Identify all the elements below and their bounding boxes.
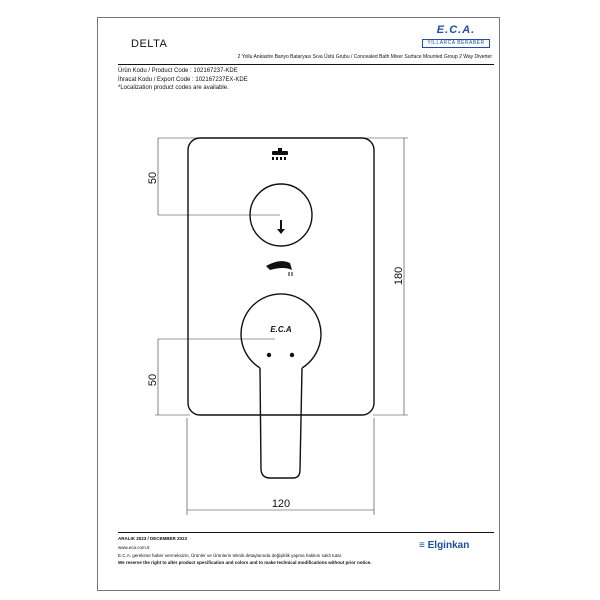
product-description: 2 Yollu Ankastre Banyo Bataryası Sıva Üstü Grubu / Concealed Bath Mixer Surface Mounted Group 2 Way Diverter <box>237 54 492 60</box>
shower-icon <box>272 148 288 160</box>
bath-spout-icon <box>266 261 292 276</box>
dim-top-label: 50 <box>147 171 159 185</box>
elginkan-text: Elginkan <box>427 540 470 551</box>
export-code: İhracat Kodu / Export Code : 102167237EX-KDE <box>118 77 248 83</box>
cover-plate <box>188 138 374 415</box>
arrow-down-icon <box>277 220 285 234</box>
eca-logo-text: E.C.A. <box>436 24 476 36</box>
elginkan-mark-icon: ≡ <box>419 540 428 551</box>
product-code: Ürün Kodu / Product Code : 102167237-KDE <box>118 68 238 74</box>
dim-height-label: 180 <box>393 266 405 286</box>
dim-width-label: 120 <box>271 498 291 510</box>
footer-note-tr: E.C.A. gerekirse haber vermeksizin, Ürünler ve Ürünlerin teknik detaylarında değişiklik yapma hakkını saklı tutar. <box>118 553 343 558</box>
dim-bottom-label: 50 <box>147 373 159 387</box>
eca-logo-tagline: YILLARCA BERABER <box>422 39 490 48</box>
product-name: DELTA <box>131 38 168 50</box>
handle-screw-left <box>267 353 271 357</box>
localization-note: *Localization product codes are available. <box>118 85 229 91</box>
elginkan-logo <box>419 540 469 551</box>
handle-screw-right <box>290 353 294 357</box>
footer-website[interactable]: www.eca.com.tr <box>118 545 150 550</box>
footer-divider <box>118 532 494 533</box>
footer-note-en: We reserve the right to alter product specification and colors and to make technical modifications without prior notice. <box>118 560 372 565</box>
footer-date: ARALIK 2023 / DECEMBER 2023 <box>118 536 188 541</box>
handle-logo: E.C.A <box>270 325 292 334</box>
mixer-handle <box>241 294 321 478</box>
